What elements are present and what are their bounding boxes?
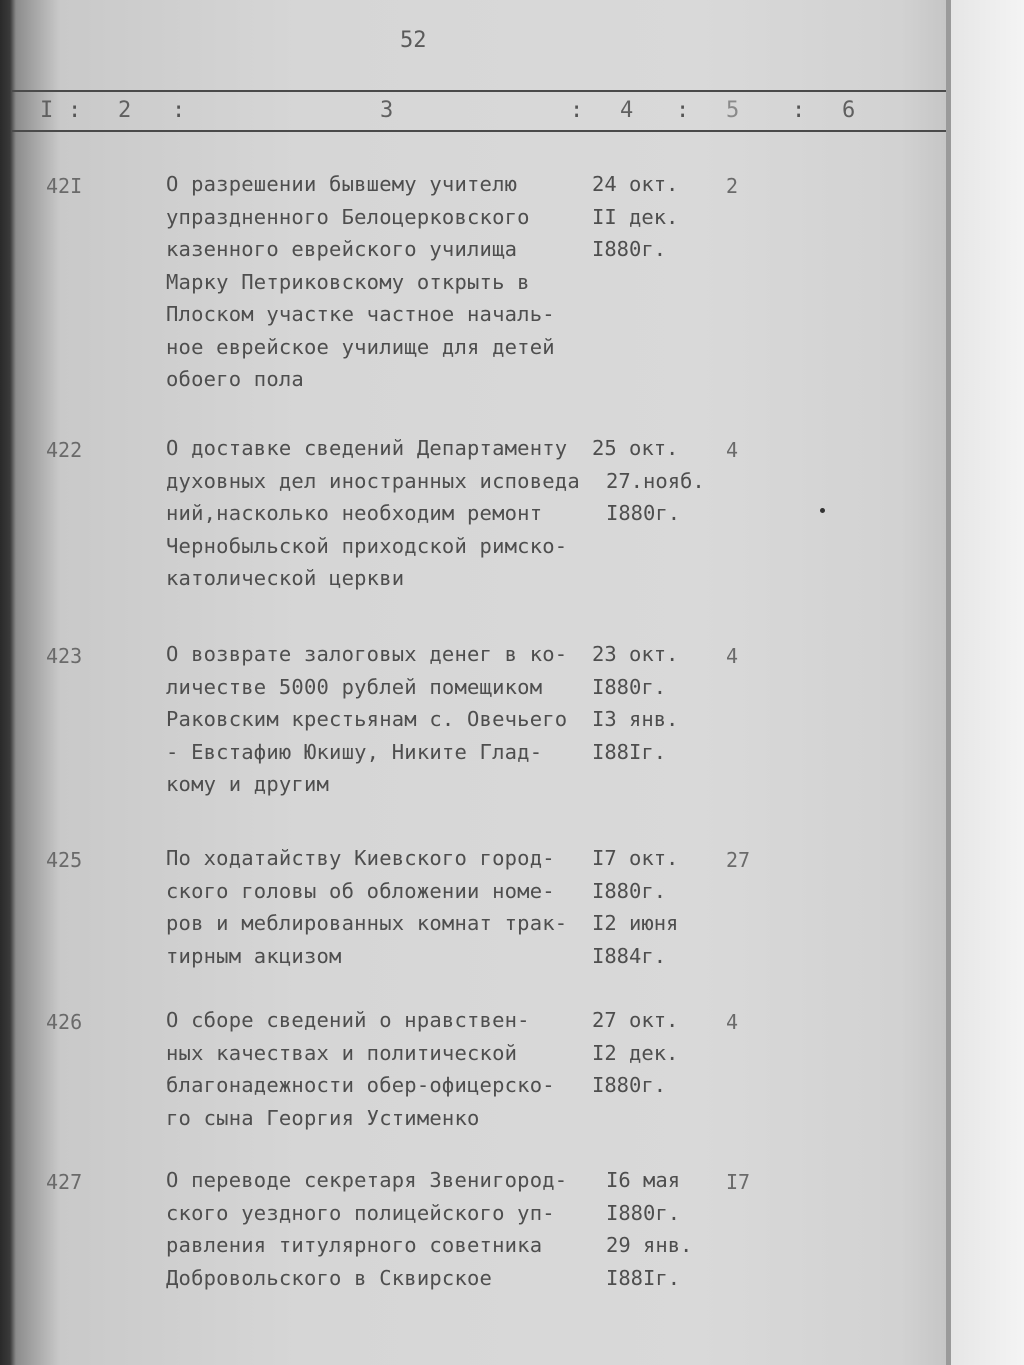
underlying-page [951,0,1024,1365]
title-line: ных качествах и политической [166,1040,518,1065]
title-line: ского уездного полицейского уп- [166,1200,555,1225]
record-number: 423 [46,644,83,668]
date-line: I880г. [606,501,681,525]
title-line: ное еврейское училище для детей [166,334,555,359]
record-dates [592,1004,678,1102]
record-title [166,842,606,972]
record-dates [592,638,678,768]
record-sheets: 4 [726,644,739,668]
date-line: 25 окт. [592,436,679,460]
title-line: О переводе секретаря Звенигород- [166,1168,568,1192]
record-title [166,1164,606,1294]
record-number: 422 [46,438,83,462]
date-line: I880г. [592,1073,667,1097]
record-title [166,1004,606,1134]
record-sheets: I7 [726,1170,751,1194]
date-line: I7 окт. [592,846,679,870]
record-dates [592,168,678,266]
title-line: католической церкви [166,566,405,590]
title-line: - Евстафию Юкишу, Никите Глад- [166,739,543,764]
date-line: I6 мая [606,1168,681,1192]
title-line: казенного еврейского училища [166,237,518,261]
date-line: 27 окт. [592,1008,679,1032]
date-line: 29 янв. [606,1233,693,1257]
date-line: 27.нояб. [606,468,705,493]
title-line: упраздненного Белоцерковского [166,204,530,229]
date-line: II дек. [592,204,679,229]
record-sheets: 27 [726,848,751,872]
title-line: духовных дел иностранных исповеда [166,468,580,493]
column-header-4: 4 [620,98,634,123]
column-separator: : [570,98,584,123]
title-line: го сына Георгия Устименко [166,1105,480,1130]
title-line: равления титулярного советника [166,1233,543,1257]
title-line: О доставке сведений Департаменту [166,436,568,460]
column-header-3: 3 [380,98,394,123]
title-line: ров и меблированных комнат трак- [166,911,568,935]
record-sheets: 4 [726,438,739,462]
title-line: Плоском участке частное началь- [166,302,555,326]
title-line: Марку Петриковскому открыть в [166,269,530,294]
column-separator: : [68,98,82,123]
date-line: 23 окт. [592,642,679,666]
column-separator: : [792,98,806,123]
record-sheets: 2 [726,174,739,198]
date-line: I880г. [592,237,667,261]
title-line: Раковским крестьянам с. Овечьего [166,707,568,731]
column-header-6: 6 [842,98,856,123]
page-number: 52 [400,28,427,53]
date-line: I88Iг. [606,1265,681,1290]
record-dates [592,1164,692,1294]
record-number: 426 [46,1010,83,1034]
header-rule-bottom [12,130,946,132]
title-line: О сборе сведений о нравствен- [166,1008,530,1032]
record-number: 427 [46,1170,83,1194]
record-title [166,168,606,396]
date-line: I2 июня [592,911,679,935]
column-separator: : [172,98,186,123]
header-rule-top [12,90,946,92]
title-line: О возврате залоговых денег в ко- [166,642,568,666]
record-number: 42I [46,174,83,198]
title-line: Чернобыльской приходской римско- [166,533,568,558]
title-line: тирным акцизом [166,943,342,968]
date-line: 24 окт. [592,172,679,196]
date-line: I3 янв. [592,707,679,731]
date-line: I880г. [606,1200,681,1225]
date-line: I884г. [592,943,667,968]
title-line: ний,насколько необходим ремонт [166,501,543,525]
date-line: I2 дек. [592,1040,679,1065]
ink-speck [820,508,825,513]
column-header-1: I [40,98,54,123]
record-dates [592,842,678,972]
title-line: обоего пола [166,367,304,391]
record-number: 425 [46,848,83,872]
date-line: I880г. [592,674,667,699]
column-header-2: 2 [118,98,132,123]
record-dates [592,432,705,530]
title-line: ского головы об обложении номе- [166,878,555,903]
title-line: благонадежности обер-офицерско- [166,1073,555,1097]
date-line: I880г. [592,878,667,903]
column-header-5: 5 [726,98,740,123]
title-line: По ходатайству Киевского город- [166,846,555,870]
date-line: I88Iг. [592,739,667,764]
title-line: О разрешении бывшему учителю [166,172,518,196]
title-line: личестве 5000 рублей помещиком [166,674,543,699]
title-line: Добровольского в Сквирское [166,1265,493,1290]
column-separator: : [676,98,690,123]
record-sheets: 4 [726,1010,739,1034]
record-title [166,638,606,801]
record-title [166,432,606,595]
title-line: кому и другим [166,772,330,796]
